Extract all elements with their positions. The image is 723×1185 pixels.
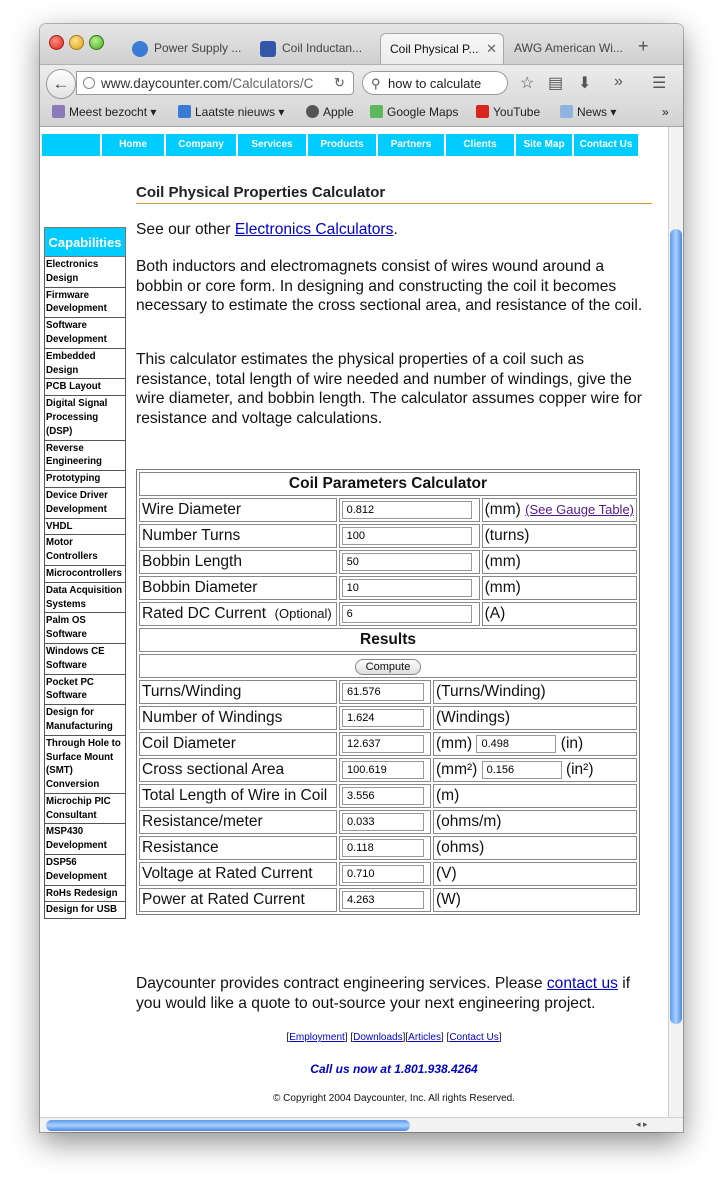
reading-list-icon[interactable]: ▤ [548,75,564,92]
folder-icon [560,105,573,118]
unit: (ohms) [433,836,637,860]
unit: (V) [433,862,637,886]
browser-window [40,24,683,1132]
bookmark-youtube[interactable]: YouTube [476,105,540,119]
capabilities-sidebar [44,227,126,919]
wave-icon [132,41,148,57]
bobbin-diameter-input[interactable] [342,579,472,597]
sidebar-item[interactable]: Through Hole to Surface Mount (SMT) Conversion [44,736,126,794]
apple-icon [306,105,319,118]
footer-link-articles[interactable]: Articles [408,1032,441,1043]
search-icon: ⚲ [371,76,381,91]
unit: (ohms/m) [433,810,637,834]
bookmark-google-maps[interactable]: Google Maps [370,105,458,119]
label: Cross sectional Area [139,758,337,782]
unit: (m) [433,784,637,808]
electronics-calculators-link[interactable]: Electronics Calculators [234,221,394,238]
minimize-window-button[interactable] [69,35,84,50]
youtube-icon [476,105,489,118]
cross-area-mm-output[interactable] [342,761,424,779]
contact-us-link[interactable]: contact us [546,975,618,992]
label: Bobbin Length [139,550,337,574]
sidebar-item[interactable]: Electronics Design [44,257,126,288]
overflow-chevron-icon[interactable]: » [614,73,623,90]
power-output[interactable] [342,891,424,909]
unit: (mm) [482,576,637,600]
sidebar-item[interactable]: Design for Manufacturing [44,705,126,736]
sidebar-item[interactable]: RoHs Redesign [44,886,126,903]
rss-icon [178,105,191,118]
navigation-bar [40,64,683,101]
tab-bar [40,24,683,64]
description-paragraph-1: Both inductors and electromagnets consist of wires wound around a bobbin or core form. In designing and constructing the coil it becomes necessary to estimate the cross sectional area, and resistance of the coil. [136,258,643,315]
label: Bobbin Diameter [139,576,337,600]
nav-home[interactable]: Home [100,134,164,156]
promo-paragraph: Daycounter provides contract engineering services. Please contact us if you would like a quote to out-source your next engineering project. [136,975,631,1012]
result-row-resistance-meter [139,810,637,834]
copyright: © Copyright 2004 Daycounter, Inc. All rights Reserved. [273,1093,515,1104]
page-content [40,127,668,1117]
sidebar-item[interactable]: Data Acquisition Systems [44,583,126,614]
coil-diameter-in-output[interactable] [476,735,556,753]
vertical-scrollbar[interactable] [668,127,683,1117]
turns-winding-output[interactable] [342,683,424,701]
nav-services[interactable]: Services [236,134,306,156]
reload-icon[interactable]: ↻ [334,75,345,90]
sidebar-item[interactable]: MSP430 Development [44,824,126,855]
nav-company[interactable]: Company [164,134,236,156]
back-button[interactable]: ← [46,69,76,99]
result-row-cross-area: Cross sectional Area 100.619 (mm²) 0.156 (in²) [139,758,637,782]
label: Voltage at Rated Current [139,862,337,886]
result-row-wire-length [139,784,637,808]
sidebar-item[interactable]: Microchip PIC Consultant [44,794,126,825]
sidebar-item[interactable]: Digital Signal Processing (DSP) [44,396,126,440]
footer-link-contact[interactable]: Contact Us [449,1032,499,1043]
nav-clients[interactable]: Clients [444,134,514,156]
result-row-power [139,888,637,912]
sidebar-item[interactable]: Design for USB [44,902,126,919]
unit: (Turns/Winding) [433,680,637,704]
result-row-turns-winding [139,680,637,704]
bookmark-news[interactable]: News ▾ [560,105,616,119]
sidebar-title: Capabilities [44,227,126,257]
maps-icon [370,105,383,118]
unit: (mm) [482,550,637,574]
result-row-voltage [139,862,637,886]
input-row-number-turns [139,524,637,548]
label: Resistance/meter [139,810,337,834]
sidebar-item[interactable]: Device Driver Development [44,488,126,519]
search-input[interactable]: ⚲ how to calculate [362,71,508,95]
unit: (turns) [482,524,637,548]
label: Total Length of Wire in Coil [139,784,337,808]
footer-link-downloads[interactable]: Downloads [353,1032,403,1043]
input-row-bobbin-length [139,550,637,574]
coil-calculator [136,469,640,915]
optional-note: (Optional) [274,606,332,621]
label: Rated DC Current [142,605,267,622]
page-title: Coil Physical Properties Calculator [136,184,652,204]
zoom-window-button[interactable] [89,35,104,50]
footer-link-employment[interactable]: Employment [289,1032,345,1043]
cross-area-in-output[interactable] [482,761,562,779]
nav-contact-us[interactable]: Contact Us [572,134,638,156]
scrollbar-thumb[interactable] [46,1120,410,1131]
bookmarks-bar [40,100,683,127]
label: Number Turns [139,524,337,548]
overflow-chevron-icon[interactable]: » [662,105,669,119]
bobbin-length-input[interactable] [342,553,472,571]
number-turns-input[interactable] [342,527,472,545]
coil-diameter-mm-output[interactable] [342,735,424,753]
tab-coil-inductance[interactable]: Coil Inductan... [254,33,380,64]
sidebar-item[interactable]: Palm OS Software [44,613,126,644]
intro-paragraph: See our other Electronics Calculators. [136,221,398,238]
bookmark-star-icon[interactable]: ☆ [520,75,535,92]
footer-links: [Employment] [Downloads][Articles] [Contact Us] [286,1032,502,1043]
input-row-rated-current [139,602,637,626]
wire-length-output[interactable] [342,787,424,805]
resistance-output[interactable] [342,839,424,857]
sidebar-item[interactable]: Reverse Engineering [44,441,126,472]
result-row-coil-diameter: Coil Diameter 12.637 (mm) 0.498 (in) [139,732,637,756]
menu-icon[interactable]: ☰ [652,75,667,92]
route-66-icon [260,41,276,57]
sidebar-item[interactable]: Embedded Design [44,349,126,380]
scrollbar-thumb[interactable] [670,229,682,1024]
unit: (A) [482,602,637,626]
description-paragraph-2: This calculator estimates the physical properties of a coil such as resistance, total length of wire needed and number of windings, give the wire diameter, and bobbin length. The calculator assumes copper wire for resistance and voltage calculations. [136,351,642,427]
download-icon[interactable]: ⬇ [578,75,592,92]
resistance-meter-output[interactable] [342,813,424,831]
bookmark-laatste-nieuws[interactable]: Laatste nieuws ▾ [178,105,284,119]
result-row-resistance [139,836,637,860]
sidebar-item[interactable]: PCB Layout [44,379,126,396]
wire-diameter-input[interactable] [342,501,472,519]
number-windings-output[interactable] [342,709,424,727]
horizontal-scrollbar[interactable] [40,1117,683,1132]
input-row-wire-diameter: Wire Diameter 0.812 (mm) (See Gauge Table) [139,498,637,522]
input-row-bobbin-diameter [139,576,637,600]
folder-icon [52,105,65,118]
tab-coil-physical[interactable]: Coil Physical P... ✕ [380,33,504,64]
nav-partners[interactable]: Partners [376,134,444,156]
unit: (W) [433,888,637,912]
url-bar[interactable]: www.daycounter.com/Calculators/C [76,71,354,95]
scroll-arrows-icon[interactable]: ◂ ▸ [636,1119,648,1129]
sidebar-item[interactable]: Pocket PC Software [44,675,126,706]
unit: (Windings) [433,706,637,730]
globe-icon [83,77,95,89]
results-title: Results [139,628,637,652]
sidebar-item[interactable]: Windows CE Software [44,644,126,675]
rated-current-input[interactable] [342,605,472,623]
bookmark-meest-bezocht[interactable]: Meest bezocht ▾ [52,105,156,119]
gauge-table-link[interactable]: (See Gauge Table) [525,502,634,517]
new-tab-icon[interactable]: + [638,36,649,56]
label: Number of Windings [139,706,337,730]
sidebar-item[interactable]: DSP56 Development [44,855,126,886]
voltage-output[interactable] [342,865,424,883]
nav-products[interactable]: Products [306,134,376,156]
close-tab-icon[interactable]: ✕ [486,41,497,56]
label: Power at Rated Current [139,888,337,912]
result-row-number-windings [139,706,637,730]
tab-awg[interactable]: AWG American Wi... [514,41,623,55]
sidebar-item[interactable]: Software Development [44,318,126,349]
sidebar-item[interactable]: Prototyping [44,471,126,488]
call-us-text: Call us now at 1.801.938.4264 [310,1062,478,1076]
compute-button[interactable]: Compute [355,659,422,675]
label: Coil Diameter [139,732,337,756]
sidebar-item[interactable]: Motor Controllers [44,535,126,566]
top-navigation [42,134,638,156]
nav-site-map[interactable]: Site Map [514,134,572,156]
label: Wire Diameter [139,498,337,522]
sidebar-item[interactable]: Firmware Development [44,288,126,319]
calculator-title: Coil Parameters Calculator [139,472,637,496]
close-window-button[interactable] [49,35,64,50]
label: Turns/Winding [139,680,337,704]
label: Resistance [139,836,337,860]
tab-power-supply[interactable]: Power Supply ... [126,33,252,64]
bookmark-apple[interactable]: Apple [306,105,354,119]
sidebar-item[interactable]: VHDL [44,519,126,536]
sidebar-item[interactable]: Microcontrollers [44,566,126,583]
